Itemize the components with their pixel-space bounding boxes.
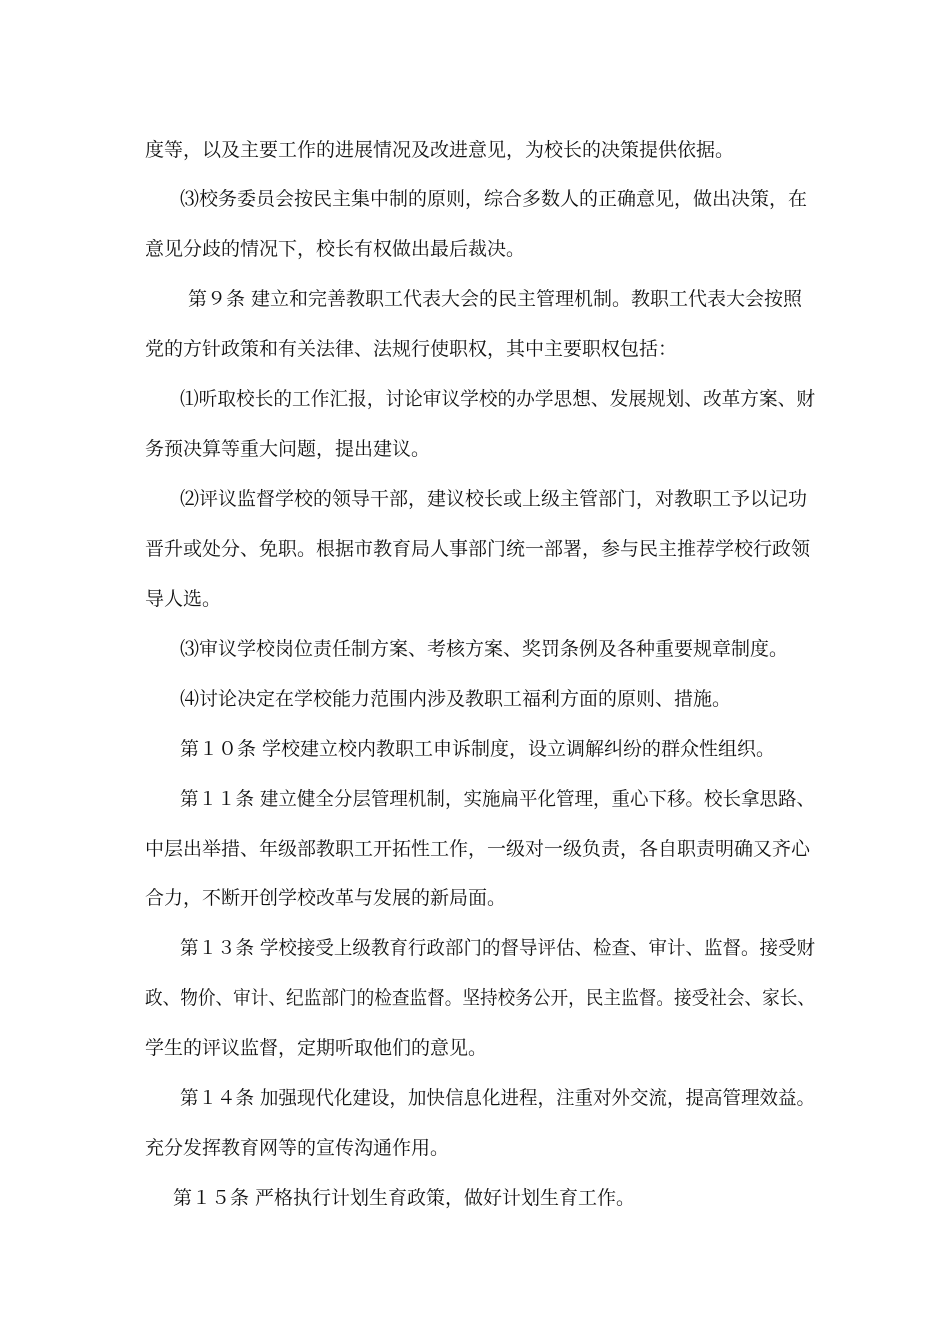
text-line: 度等，以及主要工作的进展情况及改进意见，为校长的决策提供依据。: [145, 139, 735, 161]
text-line: ⑶审议学校岗位责任制方案、考核方案、奖罚条例及各种重要规章制度。: [180, 638, 789, 660]
text-line: ⑵评议监督学校的领导干部，建议校长或上级主管部门，对教职工予以记功: [180, 488, 808, 510]
text-line: 党的方针政策和有关法律、法规行使职权，其中主要职权包括：: [145, 338, 678, 360]
text-line: 充分发挥教育网等的宣传沟通作用。: [145, 1137, 450, 1159]
text-line: 学生的评议监督，定期听取他们的意见。: [145, 1037, 488, 1059]
text-line: 晋升或处分、免职。根据市教育局人事部门统一部署，参与民主推荐学校行政领: [145, 538, 811, 560]
text-line: 第１１条 建立健全分层管理机制，实施扁平化管理，重心下移。校长拿思路、: [180, 788, 816, 810]
text-line: 合力，不断开创学校改革与发展的新局面。: [145, 887, 507, 909]
text-line: 第１３条 学校接受上级教育行政部门的督导评估、检查、审计、监督。接受财: [180, 937, 816, 959]
text-line: 导人选。: [145, 588, 222, 610]
text-line: ⑴听取校长的工作汇报，讨论审议学校的办学思想、发展规划、改革方案、财: [180, 388, 816, 410]
text-line: 意见分歧的情况下，校长有权做出最后裁决。: [145, 238, 526, 260]
text-line: 务预决算等重大问题，提出建议。: [145, 438, 431, 460]
text-line: 第１４条 加强现代化建设，加快信息化进程，注重对外交流，提高管理效益。: [180, 1087, 816, 1109]
text-line: 中层出举措、年级部教职工开拓性工作，一级对一级负责，各自职责明确又齐心: [145, 838, 811, 860]
text-line: ⑶校务委员会按民主集中制的原则，综合多数人的正确意见，做出决策，在: [180, 188, 808, 210]
text-line: 第１０条 学校建立校内教职工申诉制度，设立调解纠纷的群众性组织。: [180, 738, 776, 760]
text-line: 政、物价、审计、纪监部门的检查监督。坚持校务公开，民主监督。接受社会、家长、: [145, 987, 816, 1009]
text-line: 第９条 建立和完善教职工代表大会的民主管理机制。教职工代表大会按照: [188, 288, 803, 310]
text-line: ⑷讨论决定在学校能力范围内涉及教职工福利方面的原则、措施。: [180, 688, 732, 710]
text-line: 第１５条 严格执行计划生育政策，做好计划生育工作。: [173, 1187, 636, 1209]
